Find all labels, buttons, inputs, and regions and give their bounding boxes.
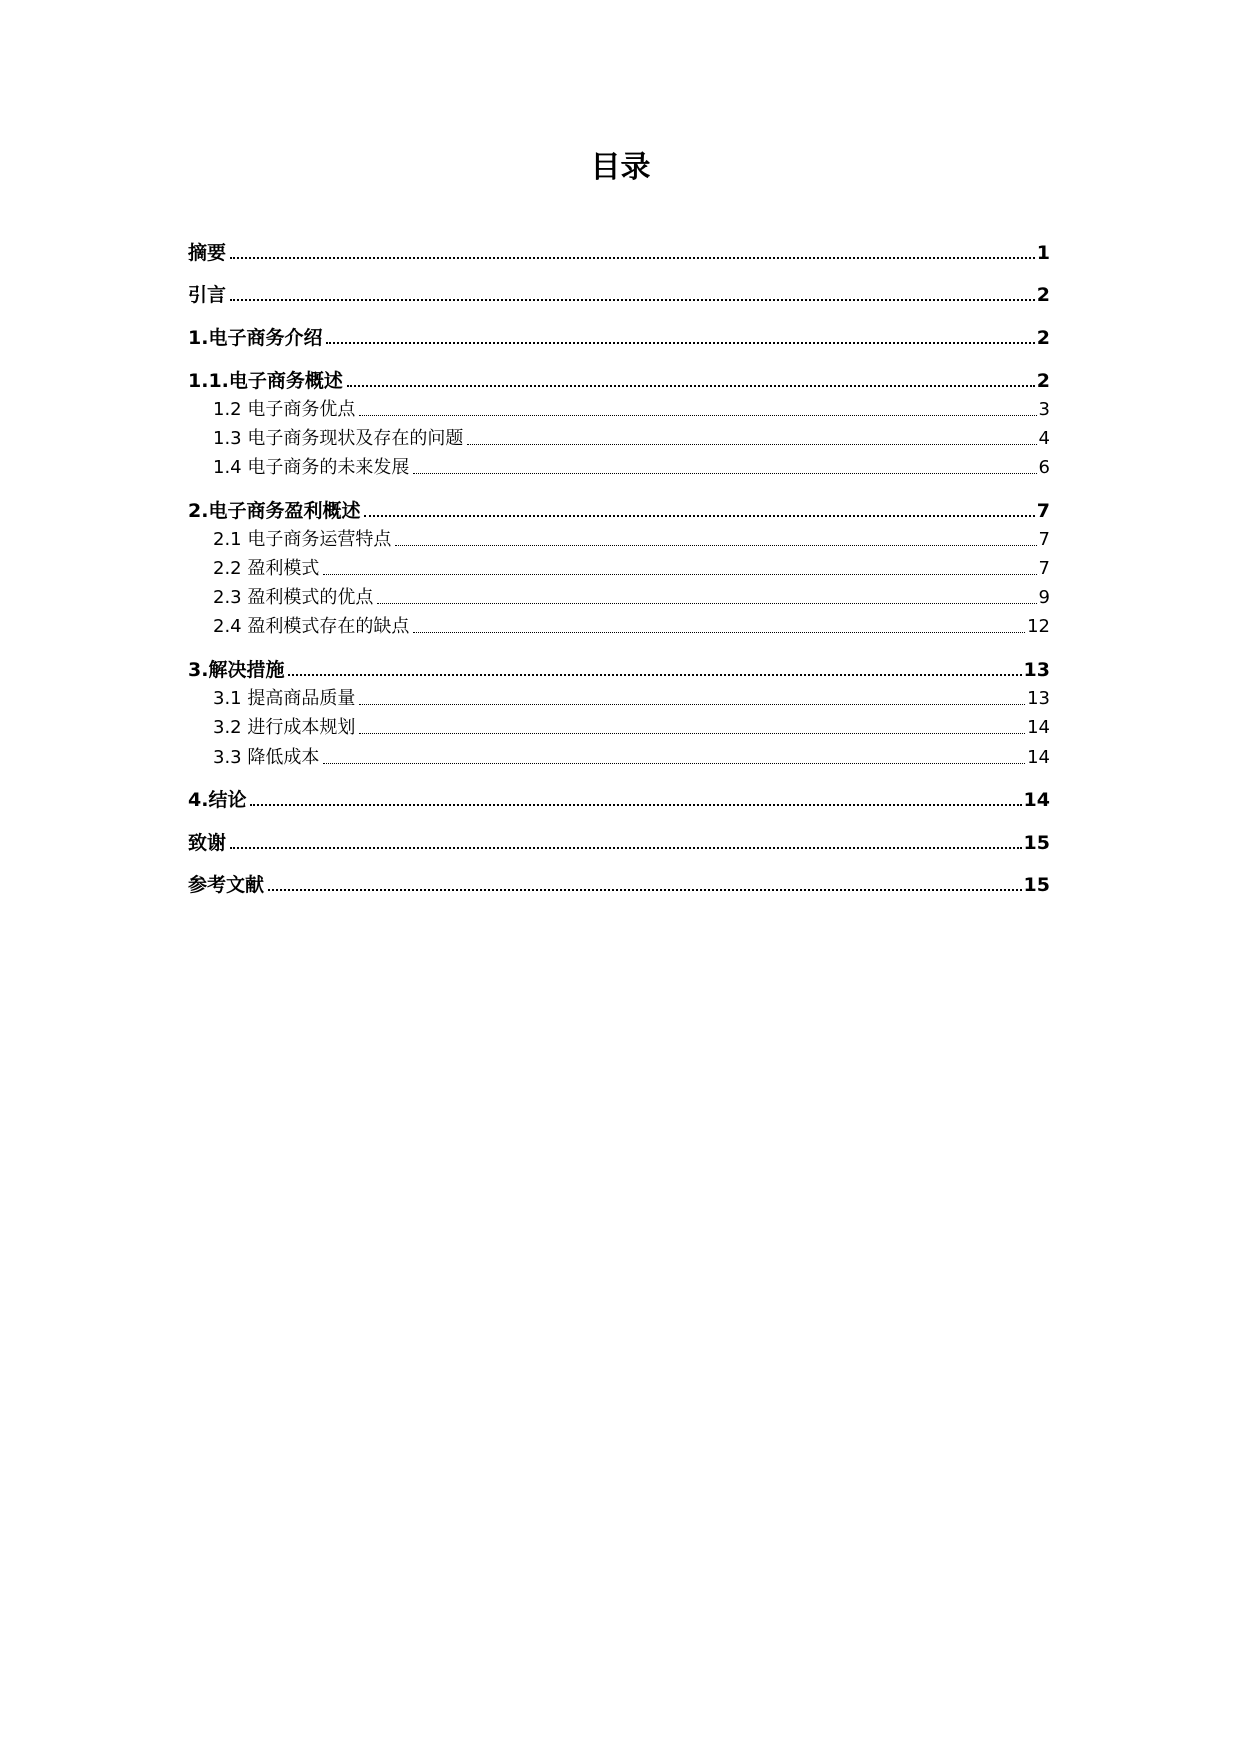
toc-entry[interactable] — [188, 687, 1050, 711]
page-title: 目录 — [590, 150, 651, 185]
dot-leader — [395, 545, 1036, 546]
toc-entry[interactable] — [188, 369, 1050, 393]
table-of-contents — [188, 0, 1050, 1754]
toc-entry-label: 致谢 — [188, 832, 227, 854]
toc-page-number: 13 — [1027, 688, 1050, 709]
dot-leader — [377, 603, 1036, 604]
toc-entry[interactable] — [188, 456, 1050, 480]
toc-entry-label: 3.2 进行成本规划 — [213, 717, 356, 738]
toc-page-number: 13 — [1023, 659, 1050, 681]
toc-page-number: 6 — [1038, 457, 1050, 478]
toc-page-number: 7 — [1036, 500, 1050, 522]
toc-entry[interactable] — [188, 716, 1050, 740]
toc-entry[interactable] — [188, 398, 1050, 422]
dot-leader — [230, 847, 1022, 849]
dot-leader — [323, 574, 1036, 575]
toc-page-number: 2 — [1036, 327, 1050, 349]
toc-page-number: 2 — [1036, 370, 1050, 392]
toc-entry-label: 4.结论 — [188, 789, 247, 811]
toc-entry-label: 2.3 盈利模式的优点 — [213, 587, 374, 608]
dot-leader — [250, 804, 1021, 806]
toc-entry-label: 2.电子商务盈利概述 — [188, 500, 361, 522]
toc-entry-label: 3.解决措施 — [188, 659, 285, 681]
toc-page-number: 15 — [1023, 874, 1050, 896]
dot-leader — [268, 889, 1022, 891]
toc-page-number: 12 — [1027, 616, 1050, 637]
toc-entry[interactable] — [188, 746, 1050, 770]
toc-entry[interactable] — [188, 241, 1050, 265]
toc-entry[interactable] — [188, 499, 1050, 523]
dot-leader — [364, 515, 1034, 517]
toc-entry[interactable] — [188, 586, 1050, 610]
toc-entry[interactable] — [188, 283, 1050, 307]
toc-entry[interactable] — [188, 427, 1050, 451]
toc-page-number: 15 — [1023, 832, 1050, 854]
dot-leader — [413, 473, 1036, 474]
toc-entry-label: 1.2 电子商务优点 — [213, 399, 356, 420]
toc-page-number: 4 — [1038, 428, 1050, 449]
dot-leader — [326, 342, 1034, 344]
toc-entry-label: 1.3 电子商务现状及存在的问题 — [213, 428, 464, 449]
dot-leader — [359, 733, 1025, 734]
toc-entry-label: 摘要 — [188, 242, 227, 264]
toc-page-number: 14 — [1027, 717, 1050, 738]
dot-leader — [323, 763, 1025, 764]
toc-entry[interactable] — [188, 658, 1050, 682]
toc-entry[interactable] — [188, 528, 1050, 552]
dot-leader — [288, 674, 1021, 676]
toc-entry[interactable] — [188, 873, 1050, 897]
toc-page-number: 9 — [1038, 587, 1050, 608]
dot-leader — [230, 257, 1035, 259]
toc-page-number: 7 — [1038, 558, 1050, 579]
toc-entry[interactable] — [188, 326, 1050, 350]
dot-leader — [230, 299, 1035, 301]
toc-entry-label: 3.1 提高商品质量 — [213, 688, 356, 709]
dot-leader — [467, 444, 1036, 445]
toc-entry[interactable] — [188, 788, 1050, 812]
dot-leader — [359, 415, 1036, 416]
dot-leader — [359, 704, 1025, 705]
toc-entry[interactable] — [188, 615, 1050, 639]
toc-entry-label: 参考文献 — [188, 874, 265, 896]
dot-leader — [347, 385, 1035, 387]
toc-entry-label: 2.1 电子商务运营特点 — [213, 529, 392, 550]
toc-entry-label: 2.4 盈利模式存在的缺点 — [213, 616, 410, 637]
toc-page-number: 14 — [1027, 747, 1050, 768]
toc-page-number: 2 — [1036, 284, 1050, 306]
toc-entry-label: 1.1.电子商务概述 — [188, 370, 343, 392]
toc-entry-label: 1.电子商务介绍 — [188, 327, 323, 349]
toc-page-number: 14 — [1023, 789, 1050, 811]
toc-page-number: 7 — [1038, 529, 1050, 550]
toc-page-number: 3 — [1038, 399, 1050, 420]
toc-entry[interactable] — [188, 557, 1050, 581]
toc-entry-label: 3.3 降低成本 — [213, 747, 320, 768]
dot-leader — [413, 632, 1025, 633]
toc-entry-label: 2.2 盈利模式 — [213, 558, 320, 579]
toc-entry-label: 引言 — [188, 284, 227, 306]
toc-entry[interactable] — [188, 831, 1050, 855]
toc-entry-label: 1.4 电子商务的未来发展 — [213, 457, 410, 478]
toc-page-number: 1 — [1036, 242, 1050, 264]
